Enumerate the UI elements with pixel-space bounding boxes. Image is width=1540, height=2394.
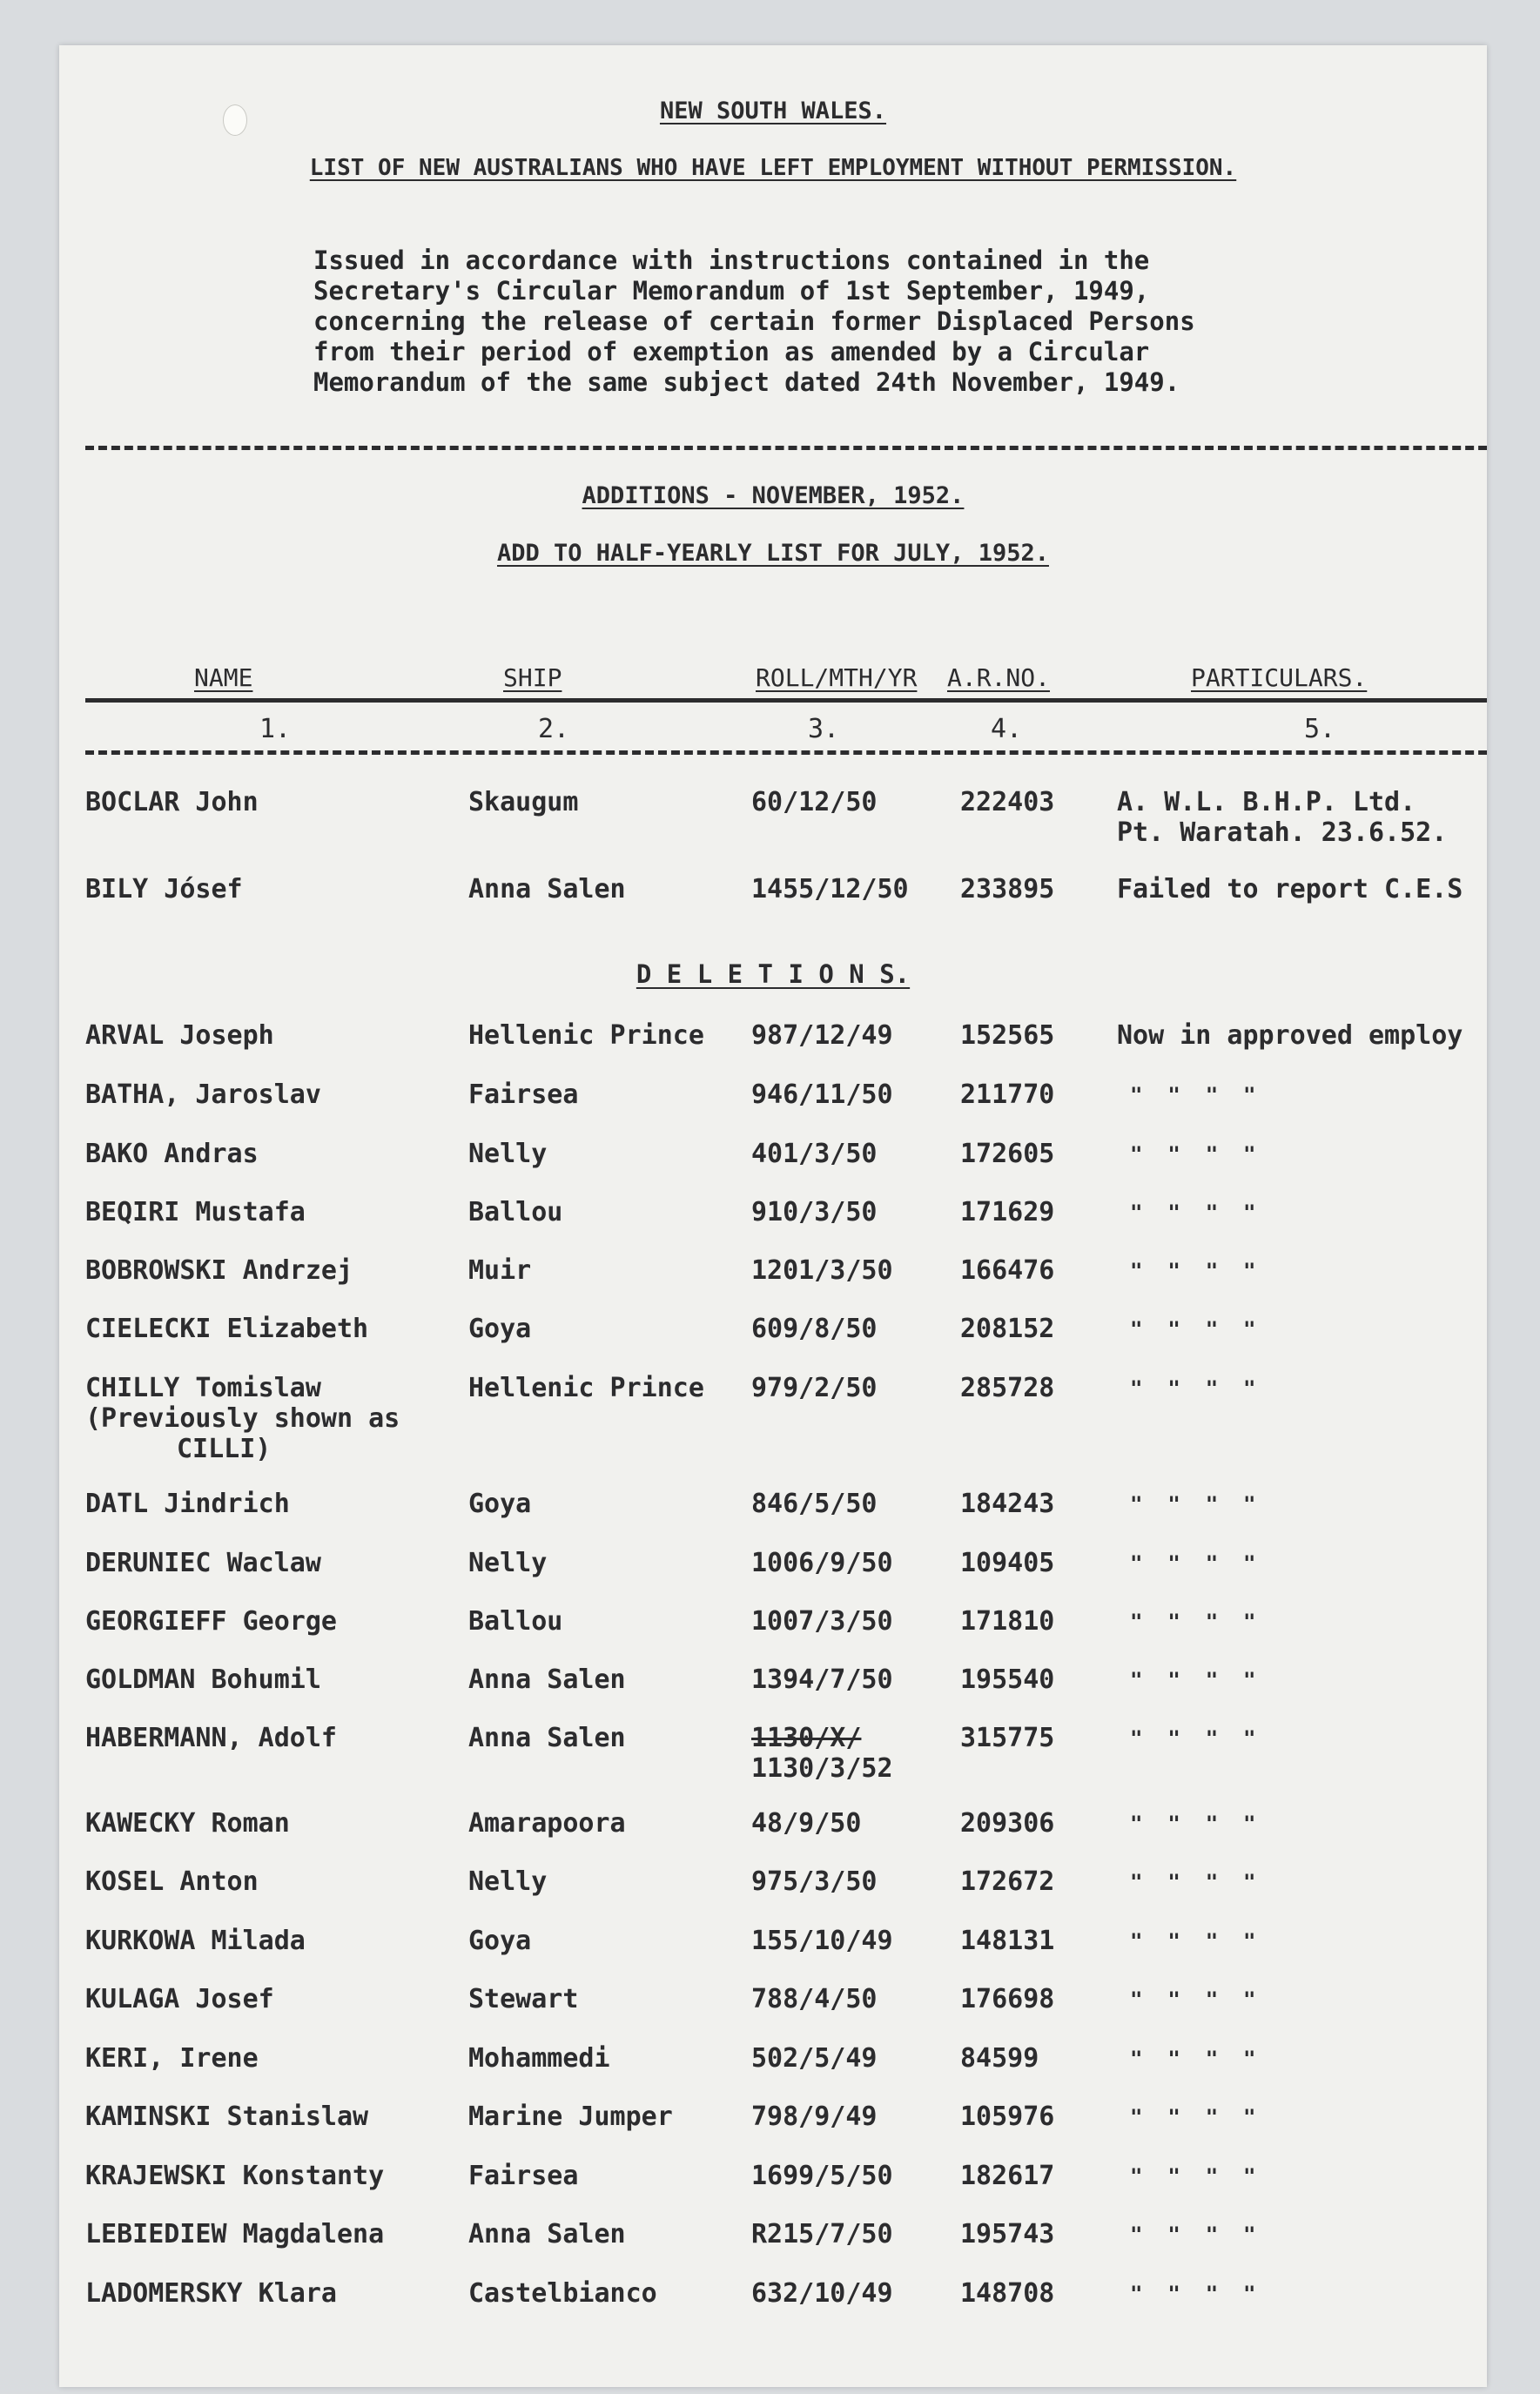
deletion-roll: 975/3/50 bbox=[751, 1866, 878, 1897]
header-rule-top bbox=[85, 698, 1487, 703]
column-header-ar-no: A.R.NO. bbox=[947, 663, 1051, 692]
deletion-name: BOBROWSKI Andrzej bbox=[85, 1255, 353, 1286]
addition-ship: Skaugum bbox=[468, 787, 579, 817]
deletion-roll: 401/3/50 bbox=[751, 1139, 878, 1169]
ditto-marks: " " " " bbox=[1130, 1142, 1256, 1167]
deletion-ar-no: 172605 bbox=[960, 1139, 1055, 1169]
deletion-name: LADOMERSKY Klara bbox=[85, 2278, 337, 2309]
addition-roll: 60/12/50 bbox=[751, 787, 878, 817]
deletion-ship: Nelly bbox=[468, 1866, 548, 1897]
deletion-roll: R215/7/50 bbox=[751, 2219, 893, 2249]
ditto-marks: " " " " bbox=[1130, 1929, 1256, 1954]
deletion-name: KAWECKY Roman bbox=[85, 1808, 290, 1839]
document-subheading: LIST OF NEW AUSTRALIANS WHO HAVE LEFT EMPLOYMENT WITHOUT PERMISSION. bbox=[309, 155, 1237, 181]
ditto-marks: " " " " bbox=[1130, 1726, 1256, 1751]
deletion-name: KRAJEWSKI Konstanty bbox=[85, 2161, 385, 2191]
deletion-ar-no: 152565 bbox=[960, 1020, 1055, 1051]
addition-name: BOCLAR John bbox=[85, 787, 259, 817]
deletion-roll: 502/5/49 bbox=[751, 2043, 878, 2074]
deletion-ar-no: 209306 bbox=[960, 1808, 1055, 1839]
additions-title: ADDITIONS - NOVEMBER, 1952. bbox=[582, 482, 965, 509]
ditto-marks: " " " " bbox=[1130, 2105, 1256, 2129]
deletion-ar-no: 105976 bbox=[960, 2101, 1055, 2132]
deletion-roll: 910/3/50 bbox=[751, 1197, 878, 1227]
document-heading: NEW SOUTH WALES. bbox=[659, 98, 887, 124]
addition-ship: Anna Salen bbox=[468, 874, 626, 904]
header-rule-bottom bbox=[85, 750, 1487, 755]
ditto-marks: " " " " bbox=[1130, 1812, 1256, 1836]
deletion-ar-no: 166476 bbox=[960, 1255, 1055, 1286]
deletion-ship: Anna Salen bbox=[468, 1664, 626, 1695]
intro-paragraph: Issued in accordance with instructions contained in the Secretary's Circular Memorandum of 1st September, 1949, concerning the release of certain former Displaced Persons from their period of exemption as amended by a Circular Memorandum of the same subject dated 24th November, 1949. bbox=[313, 245, 1195, 397]
deletion-roll: 48/9/50 bbox=[751, 1808, 862, 1839]
deletion-ar-no: 171810 bbox=[960, 1606, 1055, 1637]
deletion-name: KOSEL Anton bbox=[85, 1866, 259, 1897]
deletion-roll: 1201/3/50 bbox=[751, 1255, 893, 1286]
deletion-name: GEORGIEFF George bbox=[85, 1606, 337, 1637]
ditto-marks: " " " " bbox=[1130, 2223, 1256, 2247]
deletion-name: BATHA, Jaroslav bbox=[85, 1079, 321, 1110]
document-page bbox=[59, 45, 1487, 2387]
column-number-2: 2. bbox=[538, 714, 570, 744]
deletion-roll: 798/9/49 bbox=[751, 2101, 878, 2132]
section-divider bbox=[85, 446, 1487, 450]
deletion-roll: 846/5/50 bbox=[751, 1489, 878, 1519]
deletion-roll: 1394/7/50 bbox=[751, 1664, 893, 1695]
deletion-ar-no: 211770 bbox=[960, 1079, 1055, 1110]
column-number-5: 5. bbox=[1304, 714, 1336, 744]
ditto-marks: " " " " bbox=[1130, 1551, 1256, 1576]
deletion-ship: Ballou bbox=[468, 1197, 563, 1227]
deletion-roll: 788/4/50 bbox=[751, 1984, 878, 2014]
deletion-name: GOLDMAN Bohumil bbox=[85, 1664, 321, 1695]
deletion-name: CHILLY Tomislaw bbox=[85, 1373, 321, 1403]
deletion-ship: Castelbianco bbox=[468, 2278, 657, 2309]
deletion-ship: Anna Salen bbox=[468, 2219, 626, 2249]
column-header-particulars: PARTICULARS. bbox=[1191, 663, 1368, 692]
ditto-marks: " " " " bbox=[1130, 2282, 1256, 2306]
deletion-ar-no: 184243 bbox=[960, 1489, 1055, 1519]
deletion-name: KULAGA Josef bbox=[85, 1984, 274, 2014]
column-header-name: NAME bbox=[194, 663, 253, 692]
ditto-marks: " " " " bbox=[1130, 1317, 1256, 1342]
deletion-name: BAKO Andras bbox=[85, 1139, 259, 1169]
deletion-ship: Goya bbox=[468, 1489, 532, 1519]
deletion-ar-no: 315775 bbox=[960, 1723, 1055, 1753]
deletion-ar-no: 195743 bbox=[960, 2219, 1055, 2249]
deletion-ar-no: 84599 bbox=[960, 2043, 1039, 2074]
deletion-name: ARVAL Joseph bbox=[85, 1020, 274, 1051]
deletion-roll: 1006/9/50 bbox=[751, 1548, 893, 1578]
deletion-name-note: CILLI) bbox=[177, 1434, 272, 1464]
column-number-1: 1. bbox=[259, 714, 292, 744]
deletion-roll: 946/11/50 bbox=[751, 1079, 893, 1110]
ditto-marks: " " " " bbox=[1130, 1083, 1256, 1107]
deletion-name: LEBIEDIEW Magdalena bbox=[85, 2219, 385, 2249]
additions-subtitle: ADD TO HALF-YEARLY LIST FOR JULY, 1952. bbox=[497, 540, 1049, 567]
deletion-roll: 609/8/50 bbox=[751, 1314, 878, 1344]
deletion-name: DERUNIEC Waclaw bbox=[85, 1548, 321, 1578]
ditto-marks: " " " " bbox=[1130, 1376, 1256, 1401]
deletion-roll: 632/10/49 bbox=[751, 2278, 893, 2309]
column-number-4: 4. bbox=[991, 714, 1023, 744]
deletion-roll: 979/2/50 bbox=[751, 1373, 878, 1403]
deletion-ship: Nelly bbox=[468, 1548, 548, 1578]
deletion-ar-no: 148131 bbox=[960, 1926, 1055, 1956]
addition-particulars: A. W.L. B.H.P. Ltd. Pt. Waratah. 23.6.52. bbox=[1117, 787, 1448, 848]
deletion-ship: Anna Salen bbox=[468, 1723, 626, 1753]
deletion-roll: 1130/3/52 bbox=[751, 1753, 893, 1784]
deletion-ship: Hellenic Prince bbox=[468, 1020, 704, 1051]
deletion-name: HABERMANN, Adolf bbox=[85, 1723, 337, 1753]
deletion-ship: Marine Jumper bbox=[468, 2101, 673, 2132]
deletion-ship: Nelly bbox=[468, 1139, 548, 1169]
deletion-ar-no: 109405 bbox=[960, 1548, 1055, 1578]
deletion-name: KAMINSKI Stanislaw bbox=[85, 2101, 369, 2132]
deletion-ar-no: 176698 bbox=[960, 1984, 1055, 2014]
ditto-marks: " " " " bbox=[1130, 1668, 1256, 1692]
addition-ar-no: 222403 bbox=[960, 787, 1055, 817]
deletion-roll: 1699/5/50 bbox=[751, 2161, 893, 2191]
ditto-marks: " " " " bbox=[1130, 1987, 1256, 2012]
deletion-ship: Mohammedi bbox=[468, 2043, 610, 2074]
deletion-ship: Goya bbox=[468, 1926, 532, 1956]
deletion-name-note: (Previously shown as bbox=[85, 1403, 400, 1434]
ditto-marks: " " " " bbox=[1130, 1259, 1256, 1283]
deletion-roll: 987/12/49 bbox=[751, 1020, 893, 1051]
deletion-ship: Fairsea bbox=[468, 1079, 579, 1110]
deletion-ar-no: 285728 bbox=[960, 1373, 1055, 1403]
addition-ar-no: 233895 bbox=[960, 874, 1055, 904]
ditto-marks: " " " " bbox=[1130, 1492, 1256, 1516]
deletion-ship: Stewart bbox=[468, 1984, 579, 2014]
deletion-ship: Amarapoora bbox=[468, 1808, 626, 1839]
addition-particulars: Failed to report C.E.S bbox=[1117, 874, 1463, 904]
deletion-name: CIELECKI Elizabeth bbox=[85, 1314, 369, 1344]
deletion-ship: Fairsea bbox=[468, 2161, 579, 2191]
deletion-name: KURKOWA Milada bbox=[85, 1926, 306, 1956]
deletion-ar-no: 195540 bbox=[960, 1664, 1055, 1695]
addition-name: BILY Jósef bbox=[85, 874, 243, 904]
column-header-roll: ROLL/MTH/YR bbox=[756, 663, 918, 692]
ditto-marks: " " " " bbox=[1130, 2047, 1256, 2071]
deletion-ar-no: 172672 bbox=[960, 1866, 1055, 1897]
deletion-roll-struck: 1130/X/ bbox=[751, 1723, 862, 1753]
deletion-particulars: Now in approved employ bbox=[1117, 1020, 1463, 1051]
ditto-marks: " " " " bbox=[1130, 1870, 1256, 1894]
ditto-marks: " " " " bbox=[1130, 2164, 1256, 2189]
deletion-roll: 1007/3/50 bbox=[751, 1606, 893, 1637]
ditto-marks: " " " " bbox=[1130, 1200, 1256, 1225]
deletion-name: BEQIRI Mustafa bbox=[85, 1197, 306, 1227]
deletion-name: DATL Jindrich bbox=[85, 1489, 290, 1519]
deletion-roll: 155/10/49 bbox=[751, 1926, 893, 1956]
deletion-ar-no: 171629 bbox=[960, 1197, 1055, 1227]
deletion-ship: Goya bbox=[468, 1314, 532, 1344]
deletion-ship: Hellenic Prince bbox=[468, 1373, 704, 1403]
deletion-ar-no: 148708 bbox=[960, 2278, 1055, 2309]
deletion-name: KERI, Irene bbox=[85, 2043, 259, 2074]
deletion-ship: Ballou bbox=[468, 1606, 563, 1637]
ditto-marks: " " " " bbox=[1130, 1610, 1256, 1634]
column-header-ship: SHIP bbox=[503, 663, 562, 692]
column-number-3: 3. bbox=[808, 714, 840, 744]
addition-roll: 1455/12/50 bbox=[751, 874, 909, 904]
deletion-ar-no: 208152 bbox=[960, 1314, 1055, 1344]
deletions-title: D E L E T I O N S. bbox=[636, 959, 911, 989]
deletion-ar-no: 182617 bbox=[960, 2161, 1055, 2191]
deletion-ship: Muir bbox=[468, 1255, 532, 1286]
